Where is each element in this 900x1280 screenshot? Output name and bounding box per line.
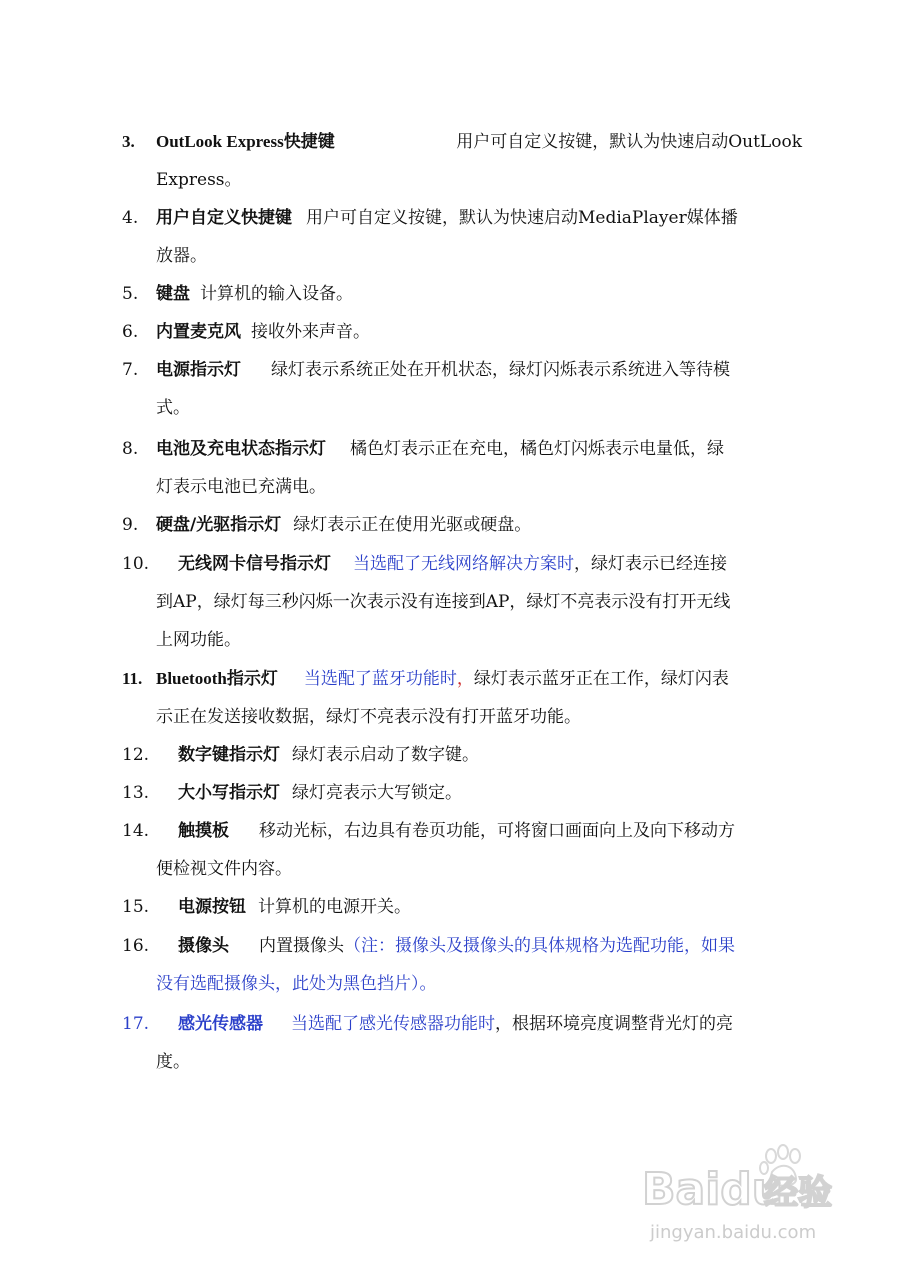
item-title: 键盘 [156, 284, 190, 304]
list-item [122, 545, 802, 659]
item-description: 移动光标，右边具有卷页功能，可将窗口画面向上及向下移动方 [259, 821, 735, 841]
item-title: 电池及充电状态指示灯 [156, 439, 326, 459]
list-item [122, 351, 802, 427]
item-description: 接收外来声音。 [251, 322, 370, 342]
item-description: 用户可自定义按键，默认为快速启动MediaPlayer媒体播 [306, 208, 738, 228]
item-description: 用户可自定义按键，默认为快速启动OutLook [456, 132, 802, 152]
baidu-jingyan-watermark-logo [642, 1142, 852, 1252]
item-title: 无线网卡信号指示灯 [178, 554, 331, 574]
list-item [122, 506, 802, 544]
item-condition: 当选配了无线网络解决方案时 [353, 554, 574, 574]
list-item [122, 313, 802, 351]
item-description: 绿灯表示系统正处在开机状态，绿灯闪烁表示系统进入等待模 [271, 360, 730, 380]
item-note-cont: 没有选配摄像头，此处为黑色挡片）。 [156, 974, 437, 994]
item-number: 9. [122, 515, 139, 535]
item-title: 用户自定义快捷键 [156, 208, 292, 228]
list-item [122, 199, 802, 275]
item-number: 10. [122, 554, 150, 574]
item-number: 12. [122, 745, 150, 765]
item-title: 数字键指示灯 [178, 745, 280, 765]
item-number: 13. [122, 783, 150, 803]
item-note: （注：摄像头及摄像头的具体规格为选配功能，如果 [344, 936, 735, 956]
item-description-cont: 到AP，绿灯每三秒闪烁一次表示没有连接到AP，绿灯不亮表示没有打开无线 [156, 592, 731, 612]
item-description: 内置摄像头 [259, 936, 344, 956]
list-item [122, 736, 802, 774]
item-description-cont: Express。 [156, 170, 242, 190]
item-title: 电源指示灯 [156, 360, 241, 380]
item-number: 15. [122, 897, 150, 917]
list-item [122, 275, 802, 313]
item-description-cont: 便检视文件内容。 [156, 859, 292, 879]
item-number: 4. [122, 208, 139, 228]
item-number: 8. [122, 439, 139, 459]
item-condition: 当选配了蓝牙功能时 [303, 669, 457, 689]
item-title: Bluetooth [156, 669, 227, 688]
item-number: 17. [122, 1014, 150, 1034]
watermark-url-text: jingyan.baidu.com [650, 1222, 817, 1243]
list-item [122, 774, 802, 812]
item-title: 摄像头 [178, 936, 229, 956]
list-item [122, 430, 802, 506]
item-description: 绿灯表示正在使用光驱或硬盘。 [293, 515, 532, 535]
list-item [122, 812, 802, 888]
list-item [122, 660, 802, 736]
list-item [122, 1005, 802, 1081]
item-condition: 当选配了感光传感器功能时 [291, 1014, 495, 1034]
item-description: 橘色灯表示正在充电，橘色灯闪烁表示电量低，绿 [350, 439, 724, 459]
item-description-cont: 度。 [156, 1052, 190, 1072]
item-description-cont: 式。 [156, 398, 190, 418]
list-item [122, 927, 802, 1003]
list-item [122, 123, 802, 199]
item-description-cont: 灯表示电池已充满电。 [156, 477, 326, 497]
watermark-brand-text: Baidu [642, 1164, 784, 1215]
item-title: 大小写指示灯 [178, 783, 280, 803]
item-number: 6. [122, 322, 139, 342]
item-description: 计算机的电源开关。 [258, 897, 411, 917]
watermark-cn-text: 经验 [764, 1173, 832, 1213]
item-title: 内置麦克风 [156, 322, 241, 342]
item-title: 硬盘/光驱指示灯 [156, 515, 282, 535]
item-description: ，根据环境亮度调整背光灯的亮 [495, 1014, 733, 1034]
list-item [122, 888, 802, 926]
item-number: 11. [122, 669, 143, 688]
item-description-cont: 示正在发送接收数据，绿灯不亮表示没有打开蓝牙功能。 [156, 707, 581, 727]
item-number: 16. [122, 936, 150, 956]
item-number: 5. [122, 284, 139, 304]
item-description: 绿灯亮表示大写锁定。 [292, 783, 462, 803]
item-title: OutLook Express快捷键 [156, 132, 335, 151]
item-title-suffix: 指示灯 [226, 669, 278, 689]
item-comma: ， [456, 669, 474, 689]
item-description: 计算机的输入设备。 [200, 284, 353, 304]
item-description-cont: 放器。 [156, 246, 207, 266]
item-description: 绿灯表示启动了数字键。 [292, 745, 479, 765]
item-number: 3. [122, 132, 135, 151]
item-title: 感光传感器 [178, 1014, 263, 1034]
item-title: 电源按钮 [178, 897, 246, 917]
item-description-cont: 上网功能。 [156, 630, 241, 650]
item-number: 14. [122, 821, 150, 841]
item-title: 触摸板 [178, 821, 229, 841]
item-number: 7. [122, 360, 139, 380]
item-description: 绿灯表示蓝牙正在工作，绿灯闪表 [473, 669, 729, 689]
item-description: ，绿灯表示已经连接 [574, 554, 727, 574]
